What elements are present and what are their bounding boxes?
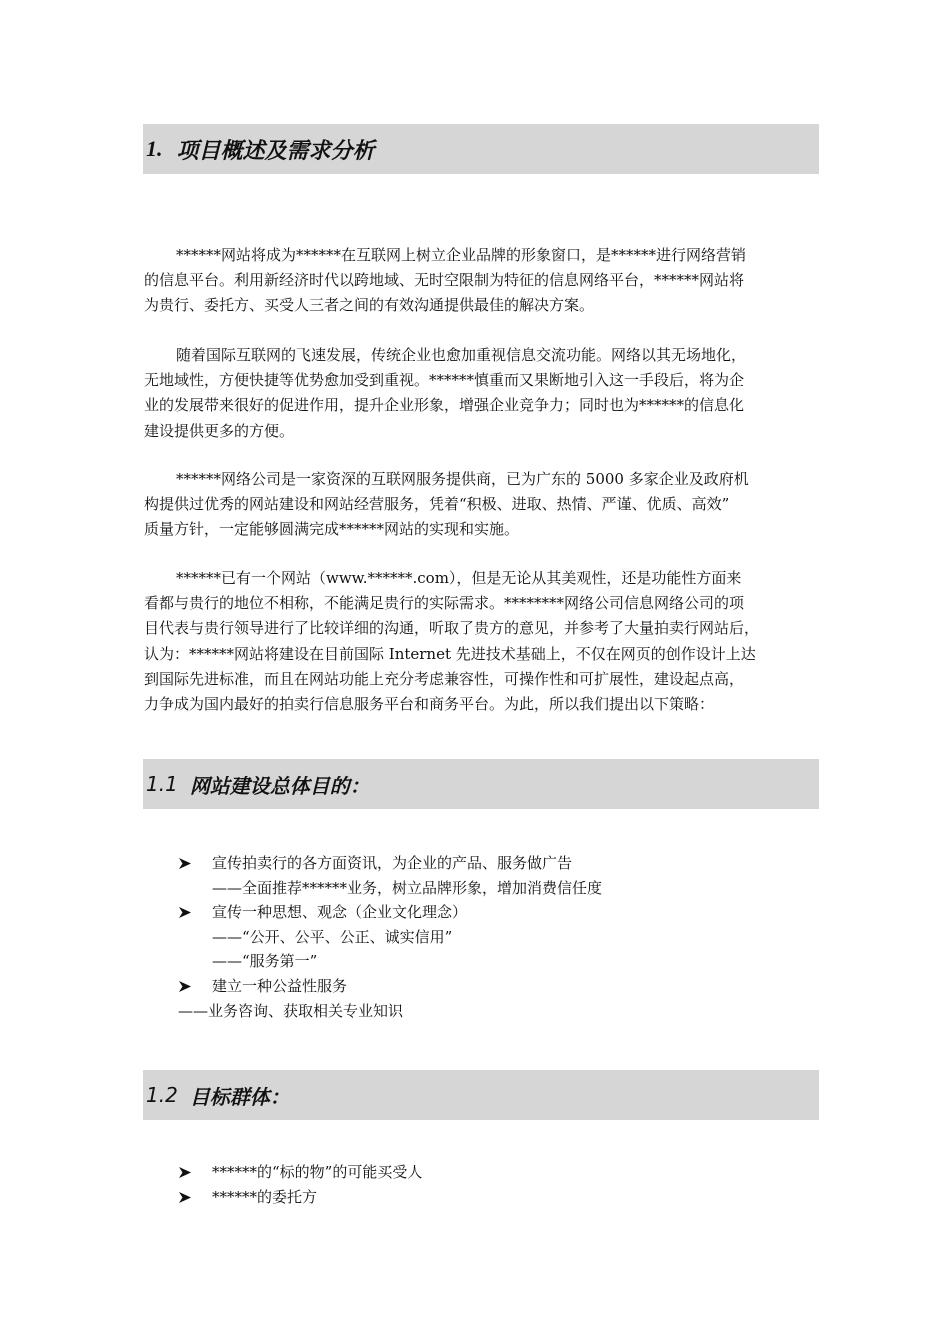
section-heading-1	[143, 124, 819, 174]
list-item	[178, 974, 828, 999]
section-number: 1.1	[146, 772, 178, 796]
paragraph-line: 目代表与贵行领导进行了比较详细的沟通，听取了贵方的意见，并参考了大量拍卖行网站后，	[144, 619, 760, 638]
paragraph-line: 力争成为国内最好的拍卖行信息服务平台和商务平台。为此，所以我们提出以下策略：	[144, 695, 715, 714]
paragraph-1	[144, 243, 824, 319]
paragraph-line: 业的发展带来很好的促进作用，提升企业形象，增强企业竞争力；同时也为******的信息化	[144, 396, 745, 415]
list-subitem	[178, 949, 828, 974]
section-number: 1.	[146, 136, 163, 161]
list-item-text: ******的委托方	[212, 1187, 318, 1206]
list-item-text: ——“服务第一”	[212, 952, 318, 971]
list-item-text: ——全面推荐******业务，树立品牌形象，增加消费信任度	[212, 878, 603, 897]
paragraph-line: 看都与贵行的地位不相称，不能满足贵行的实际需求。********网络公司信息网络公司的项	[144, 594, 745, 613]
list-item	[178, 1185, 828, 1210]
paragraph-line: 认为：******网站将建设在目前国际 Internet 先进技术基础上，不仅在网页的创作设计上达	[144, 644, 756, 663]
section-title: 目标群体：	[189, 1084, 290, 1109]
paragraph-line: ******已有一个网站（www.******.com），但是无论从其美观性，还是功能性方面来	[176, 569, 742, 587]
section-number: 1.2	[146, 1083, 178, 1107]
goals-list	[178, 851, 828, 1023]
paragraph-3	[144, 467, 824, 543]
paragraph-line: 构提供过优秀的网站建设和网站经营服务，凭着“积极、进取、热情、严谨、优质、高效”	[144, 495, 730, 514]
section-heading-1-2	[143, 1070, 819, 1120]
list-subitem	[178, 925, 828, 950]
list-item-text: 宣传拍卖行的各方面资讯，为企业的产品、服务做广告	[212, 854, 573, 872]
paragraph-line: 到国际先进标准，而且在网站功能上充分考虑兼容性，可操作性和可扩展性，建设起点高，	[144, 669, 745, 688]
paragraph-line: 随着国际互联网的飞速发展，传统企业也愈加重视信息交流功能。网络以其无场地化，	[176, 346, 747, 364]
list-item	[178, 851, 828, 876]
paragraph-line: ******网站将成为******在互联网上树立企业品牌的形象窗口，是******进行网络营销	[176, 246, 747, 264]
arrowhead-bullet-icon	[178, 900, 192, 924]
target-groups-list	[178, 1160, 828, 1209]
list-subitem	[178, 999, 828, 1024]
section-title: 网站建设总体目的：	[189, 773, 370, 798]
arrowhead-bullet-icon	[178, 1160, 192, 1184]
list-item-text: ——业务咨询、获取相关专业知识	[178, 1001, 404, 1020]
list-item	[178, 1160, 828, 1185]
list-item-text: 宣传一种思想、观念（企业文化理念）	[212, 903, 468, 922]
section-title: 项目概述及需求分析	[176, 137, 375, 164]
paragraph-line: 为贵行、委托方、买受人三者之间的有效沟通提供最佳的解决方案。	[144, 296, 595, 315]
list-item-text: ——“公开、公平、公正、诚实信用”	[212, 927, 453, 946]
list-item	[178, 900, 828, 925]
arrowhead-bullet-icon	[178, 1185, 192, 1209]
paragraph-line: 建设提供更多的方便。	[144, 421, 295, 440]
list-item-text: 建立一种公益性服务	[212, 976, 348, 995]
paragraph-4	[144, 566, 824, 717]
paragraph-line: 质量方针，一定能够圆满完成******网站的实现和实施。	[144, 520, 520, 539]
section-heading-1-1	[143, 759, 819, 809]
paragraph-2	[144, 343, 824, 444]
paragraph-line: 的信息平台。利用新经济时代以跨地域、无时空限制为特征的信息网络平台，******网站将	[144, 271, 745, 290]
paragraph-line: ******网络公司是一家资深的互联网服务提供商，已为广东的 5000 多家企业及政府机	[176, 470, 749, 488]
paragraph-line: 无地域性，方便快捷等优势愈加受到重视。******慎重而又果断地引入这一手段后，将为企	[144, 371, 745, 390]
list-item-text: ******的“标的物”的可能买受人	[212, 1163, 423, 1181]
arrowhead-bullet-icon	[178, 974, 192, 998]
list-subitem	[178, 876, 828, 901]
arrowhead-bullet-icon	[178, 851, 192, 875]
